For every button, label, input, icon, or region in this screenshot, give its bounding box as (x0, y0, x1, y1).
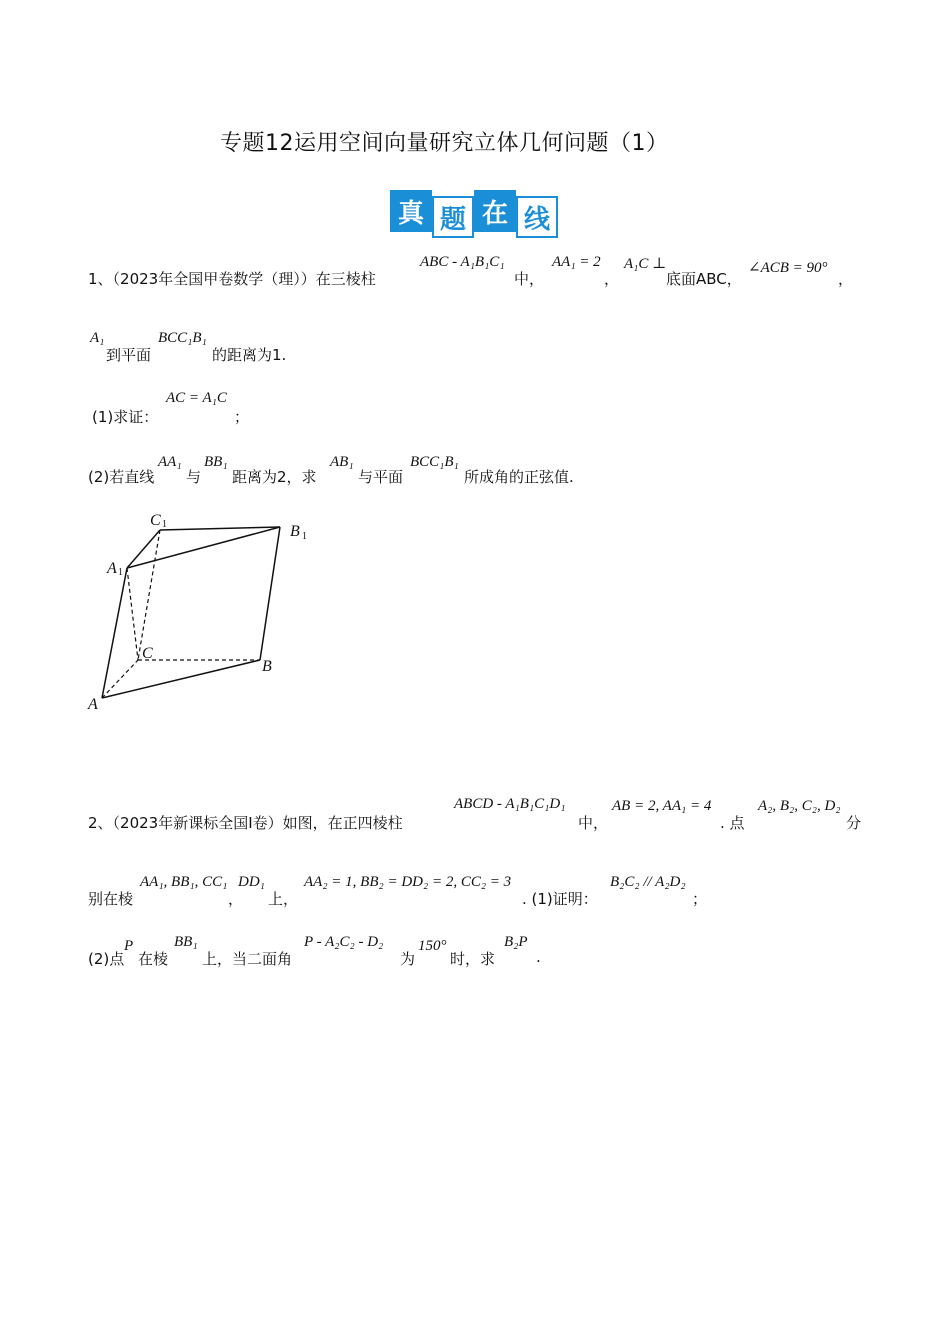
edge-a-c (102, 660, 138, 698)
q1-comma1: ， (604, 270, 620, 288)
edge-a1-c1 (127, 530, 160, 568)
q2-wei: 为 (400, 950, 416, 968)
q1-part2-aa1: AA₁ (158, 454, 182, 470)
q2-shang: 上， (268, 890, 299, 908)
q2-l2-comma: ， (228, 890, 244, 908)
q2-points: A₂, B₂, C₂, D₂ (758, 798, 841, 814)
q1-angle: ∠ACB = 90° (748, 260, 828, 276)
q1-part2-plane: BCC₁B₁ (410, 454, 459, 470)
q1-a1: A₁ (90, 330, 105, 346)
q1-part2-plane-label: 与平面 (358, 468, 404, 486)
q2-parallel: B₂C₂ // A₂D₂ (610, 874, 686, 890)
q1-part2-a: (2)若直线 (88, 468, 155, 486)
edge-b1-b (260, 527, 280, 660)
q2-proof-label: . (1)证明： (522, 890, 598, 908)
q2-l3-a: (2)点 (88, 950, 125, 968)
q1-comma2: ， (838, 270, 854, 288)
edge-a1-a (102, 568, 127, 698)
q2-dian: . 点 (720, 814, 745, 832)
badge-char-1: 真 (390, 190, 432, 232)
edge-c1-c (138, 530, 160, 660)
q2-dd1: DD₁ (238, 874, 265, 890)
q2-intro: 2、（2023年新课标全国Ⅰ卷）如图，在正四棱柱 (88, 814, 403, 832)
q1-part2-ab1: AB₁ (330, 454, 354, 470)
edge-c1-b1 (160, 527, 280, 530)
q2-edges: AA₁, BB₁, CC₁ (140, 874, 228, 890)
q2-zhong: 中， (578, 814, 609, 832)
edge-a1-c (127, 568, 138, 660)
q1-part2-dist: 距离为2，求 (232, 468, 317, 486)
q1-distance: 的距离为1. (212, 346, 287, 364)
label-c1: C (150, 512, 161, 529)
label-c1-sub: 1 (162, 519, 167, 530)
q2-b2p: B₂P (504, 934, 528, 950)
q2-cond: AB = 2, AA₁ = 4 (612, 798, 712, 814)
label-a: A (88, 696, 98, 713)
q2-vals: AA₂ = 1, BB₂ = DD₂ = 2, CC₂ = 3 (304, 874, 512, 890)
q2-angle: 150° (418, 938, 447, 954)
label-a1: A (107, 560, 117, 577)
label-b1-sub: 1 (302, 531, 307, 542)
q1-prism: ABC - A₁B₁C₁ (420, 254, 505, 270)
q2-dang: 上，当二面角 (202, 950, 293, 968)
q1-part2-with: 与 (186, 468, 202, 486)
label-c: C (142, 645, 153, 662)
q1-aa1: AA₁ = 2 (552, 254, 601, 270)
edge-a1-b1 (127, 527, 280, 568)
q1-part1-end: ； (234, 408, 250, 426)
page-title: 专题12运用空间向量研究立体几何问题（1） (220, 131, 669, 156)
q2-zai: 在棱 (138, 950, 169, 968)
q1-part1-eq: AC = A₁C (166, 390, 227, 406)
label-a1-sub: 1 (118, 567, 123, 578)
badge-char-3: 在 (474, 190, 516, 232)
q1-part2-bb1: BB₁ (204, 454, 228, 470)
q2-prism: ABCD - A₁B₁C₁D₁ (454, 796, 566, 812)
badge-char-2: 题 (432, 196, 474, 238)
prism-figure (80, 505, 320, 720)
q1-intro: 1、（2023年全国甲卷数学（理））在三棱柱 (88, 270, 376, 288)
q1-part1-label: (1)求证： (92, 408, 159, 426)
edge-a-b (102, 660, 260, 698)
q1-to-plane: 到平面 (106, 346, 152, 364)
q1-part2-end: 所成角的正弦值. (464, 468, 574, 486)
label-b: B (262, 658, 272, 675)
q1-base: 底面ABC， (666, 270, 742, 288)
q1-plane: BCC₁B₁ (158, 330, 207, 346)
q2-l2-end: ； (692, 890, 708, 908)
q1-zhong: 中， (514, 270, 545, 288)
q2-l2-a: 别在棱 (88, 890, 134, 908)
q2-shi: 时，求 (450, 950, 496, 968)
q2-l3-end: . (536, 948, 541, 966)
q2-point-p: P (124, 938, 134, 954)
badge-char-4: 线 (516, 196, 558, 238)
q2-bb1: BB₁ (174, 934, 198, 950)
q2-dihedral: P - A₂C₂ - D₂ (304, 934, 384, 950)
label-b1: B (290, 523, 300, 540)
q2-fen: 分 (846, 814, 862, 832)
q1-a1c-perp: A₁C ⊥ (624, 256, 667, 272)
